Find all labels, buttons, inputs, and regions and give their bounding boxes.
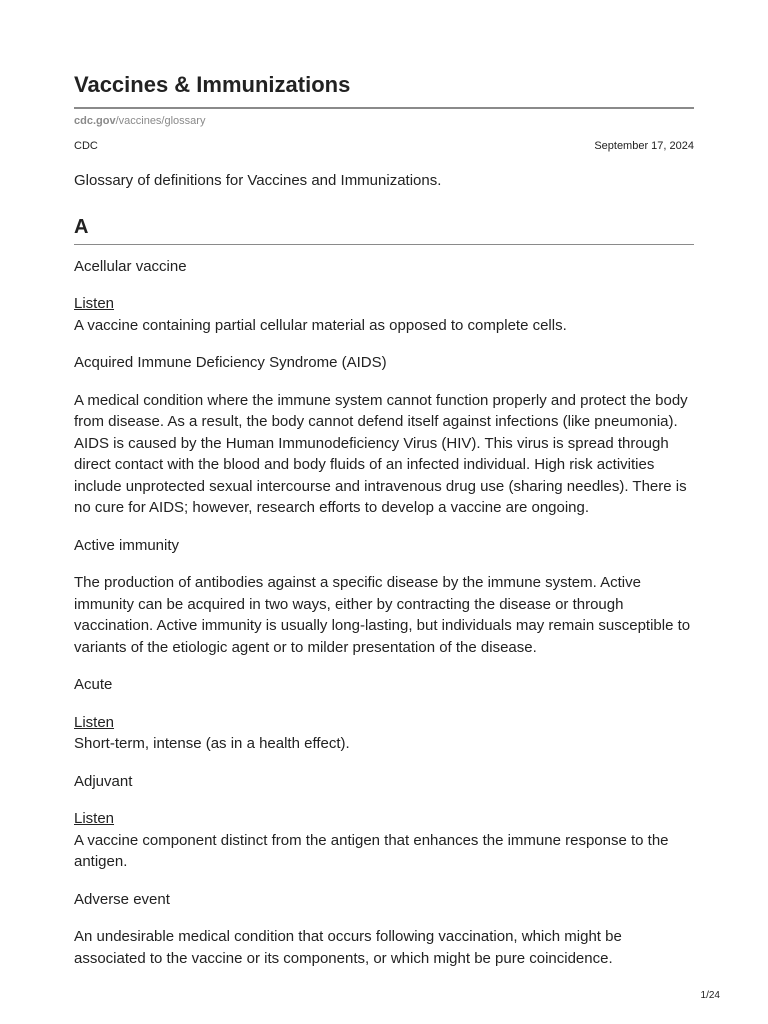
page-number: 1/24 [700,990,720,1001]
author: CDC [74,140,98,152]
glossary-term: Adjuvant [74,772,133,790]
glossary-term: Acquired Immune Deficiency Syndrome (AIDS) [74,354,387,371]
listen-link[interactable]: Listen [74,810,115,827]
definition-text: A vaccine component distinct from the antigen that enhances the immune response to the antigen. [74,831,669,870]
glossary-definition: An undesirable medical condition that occurs following vaccination, which might be associated to the vaccine or its components, or which might be pure coincidence. [74,928,622,967]
glossary-term: Acellular vaccine [74,257,187,275]
glossary-definition: A medical condition where the immune system cannot function properly and protect the body from disease. As a result, the body cannot defend itself against infections (like pneumonia). AIDS is caused by the Human Immunodeficiency Virus (HIV). This virus is spread through direct contact with the blood and body fluids of an infected individual. High risk activities include unprotected sexual intercourse and intravenous drug use (sharing needles). There is no cure for AIDS; however, research efforts to develop a vaccine are ongoing. [74,391,688,516]
intro-text: Glossary of definitions for Vaccines and Immunizations. [74,172,442,189]
section-heading-a: A [74,214,694,245]
definition-text: A vaccine containing partial cellular material as opposed to complete cells. [74,316,567,334]
glossary-term: Active immunity [74,536,180,554]
listen-link[interactable]: Listen [74,713,115,731]
listen-link[interactable]: Listen [74,295,115,312]
glossary-definition [74,712,694,755]
glossary-definition [74,808,694,873]
glossary-term: Acute [74,676,113,693]
page-title: Vaccines & Immunizations [74,72,351,97]
title-divider [74,107,694,109]
meta-row [74,139,694,153]
glossary-term: Adverse event [74,890,170,908]
glossary-definition: The production of antibodies against a specific disease by the immune system. Active immunity can be acquired in two ways, either by contracting the disease or through vaccination. Active immunity is usually long-lasting, but individuals may remain susceptible to variants of the etiologic agent or to milder presentation of the disease. [74,574,691,656]
glossary-definition [74,293,694,336]
glossary-content [74,170,694,985]
definition-text: Short-term, intense (as in a health effect). [74,735,350,752]
source-path: /vaccines/glossary [115,115,206,127]
publish-date: September 17, 2024 [594,140,694,152]
source-url[interactable] [74,114,205,128]
source-domain: cdc.gov [74,115,116,127]
